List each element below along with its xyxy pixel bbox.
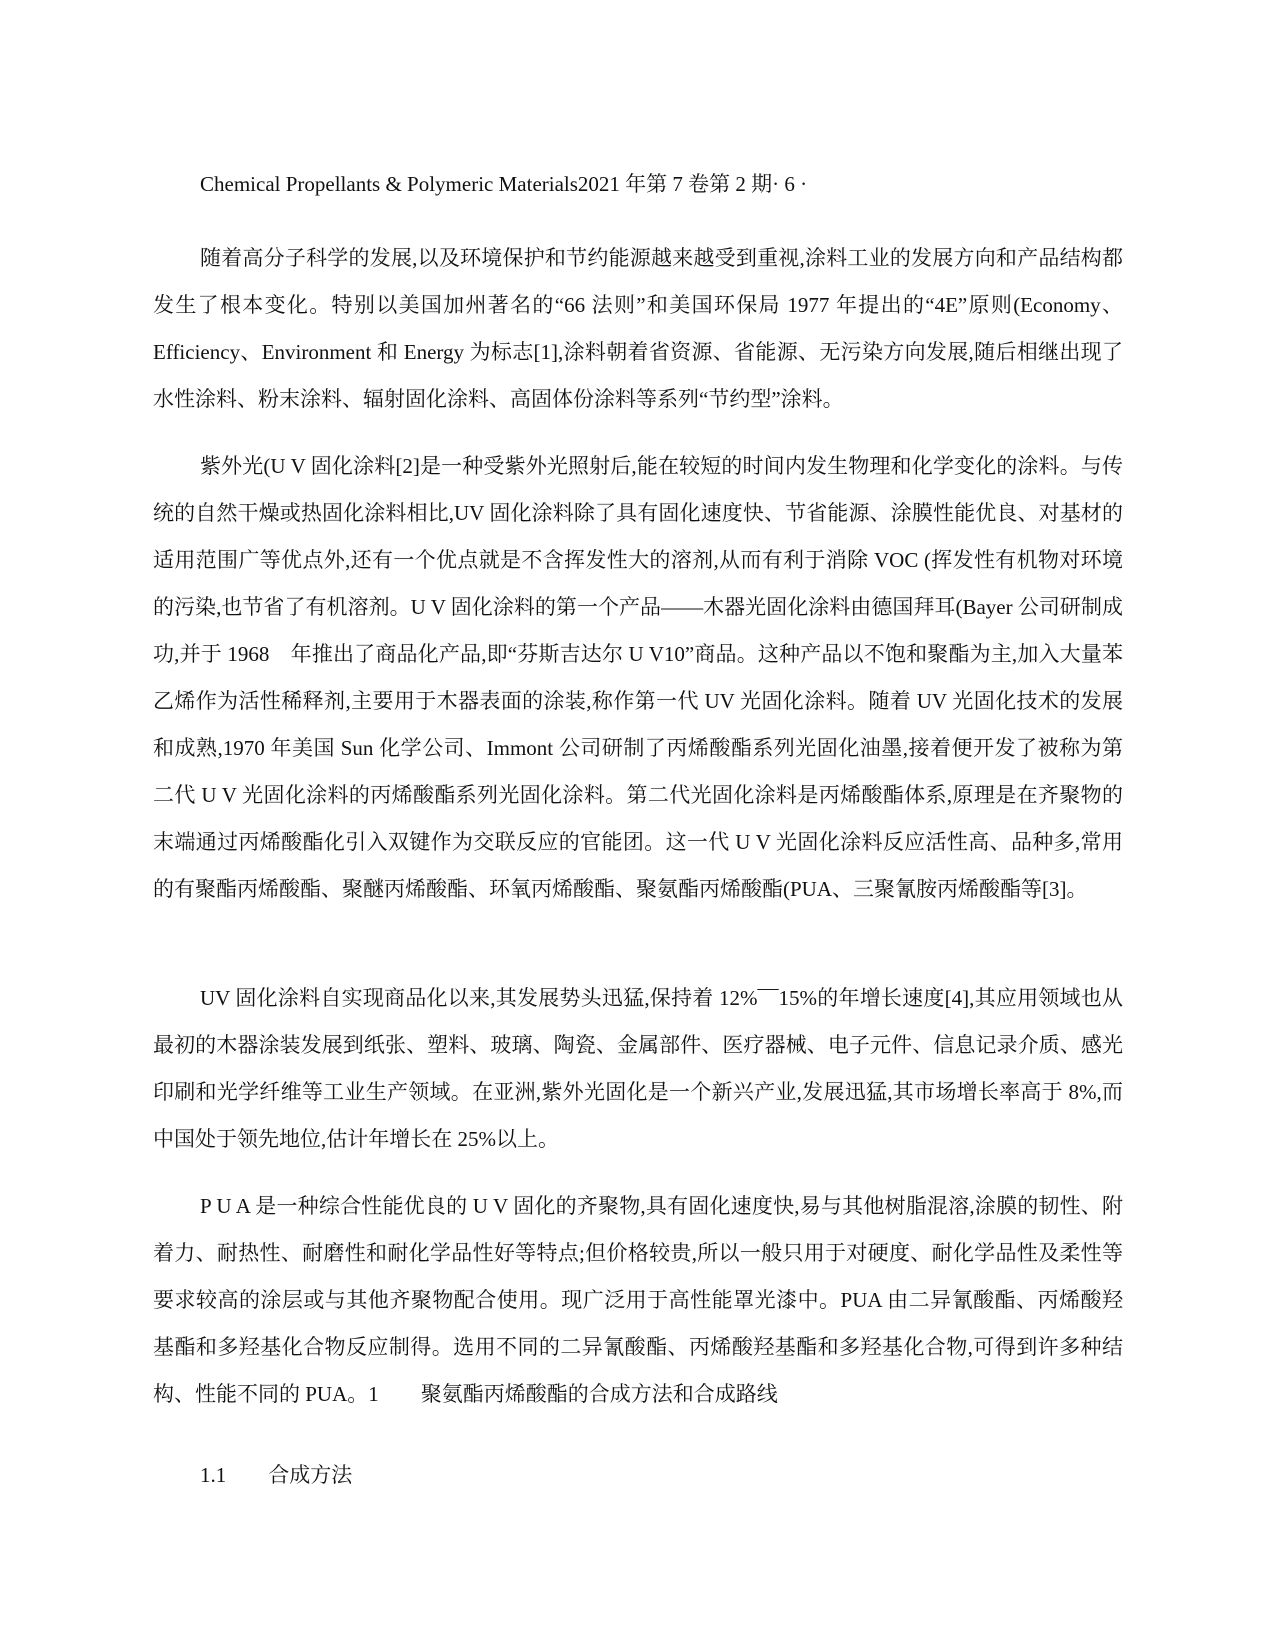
paragraph-uv-market-growth: UV 固化涂料自实现商品化以来,其发展势头迅猛,保持着 12%¯¯15%的年增长速度[4],其应用领域也从最初的木器涂装发展到纸张、塑料、玻璃、陶瓷、金属部件、医疗器械、电子元件、信息记录介质、感光印刷和光学纤维等工业生产领域。在亚洲,紫外光固化是一个新兴产业,发展迅猛,其市场增长率高于 8%,而中国处于领先地位,估计年增长在 25%以上。: [153, 986, 1123, 1151]
paragraph-intro: 随着高分子科学的发展,以及环境保护和节约能源越来越受到重视,涂料工业的发展方向和产品结构都发生了根本变化。特别以美国加州著名的“66 法则”和美国环保局 1977 年提出的“4E”原则(Economy、Efficiency、Environment 和 Energy 为标志[1],涂料朝着省资源、省能源、无污染方向发展,随后相继出现了水性涂料、粉末涂料、辐射固化涂料、高固体份涂料等系列“节约型”涂料。: [153, 246, 1123, 411]
section-heading-synthesis-method: 1.1 合成方法: [200, 1463, 353, 1487]
paragraph-pua-overview: P U A 是一种综合性能优良的 U V 固化的齐聚物,具有固化速度快,易与其他树脂混溶,涂膜的韧性、附着力、耐热性、耐磨性和耐化学品性好等特点;但价格较贵,所以一般只用于对硬度、耐化学品性及柔性等要求较高的涂层或与其他齐聚物配合使用。现广泛用于高性能罩光漆中。PUA 由二异氰酸酯、丙烯酸羟基酯和多羟基化合物反应制得。选用不同的二异氰酸酯、丙烯酸羟基酯和多羟基化合物,可得到许多种结构、性能不同的 PUA。1 聚氨酯丙烯酸酯的合成方法和合成路线: [153, 1194, 1123, 1406]
running-head: Chemical Propellants & Polymeric Materials2021 年第 7 卷第 2 期· 6 ·: [200, 172, 808, 196]
paragraph-uv-curing-history: 紫外光(U V 固化涂料[2]是一种受紫外光照射后,能在较短的时间内发生物理和化学变化的涂料。与传统的自然干燥或热固化涂料相比,UV 固化涂料除了具有固化速度快、节省能源、涂膜性能优良、对基材的适用范围广等优点外,还有一个优点就是不含挥发性大的溶剂,从而有利于消除 VOC (挥发性有机物对环境的污染,也节省了有机溶剂。U V 固化涂料的第一个产品——木器光固化涂料由德国拜耳(Bayer 公司研制成功,并于 1968 年推出了商品化产品,即“芬斯吉达尔 U V10”商品。这种产品以不饱和聚酯为主,加入大量苯乙烯作为活性稀释剂,主要用于木器表面的涂装,称作第一代 UV 光固化涂料。随着 UV 光固化技术的发展和成熟,1970 年美国 Sun 化学公司、Immont 公司研制了丙烯酸酯系列光固化油墨,接着便开发了被称为第二代 U V 光固化涂料的丙烯酸酯系列光固化涂料。第二代光固化涂料是丙烯酸酯体系,原理是在齐聚物的末端通过丙烯酸酯化引入双键作为交联反应的官能团。这一代 U V 光固化涂料反应活性高、品种多,常用的有聚酯丙烯酸酯、聚醚丙烯酸酯、环氧丙烯酸酯、聚氨酯丙烯酸酯(PUA、三聚氰胺丙烯酸酯等[3]。: [153, 454, 1123, 901]
